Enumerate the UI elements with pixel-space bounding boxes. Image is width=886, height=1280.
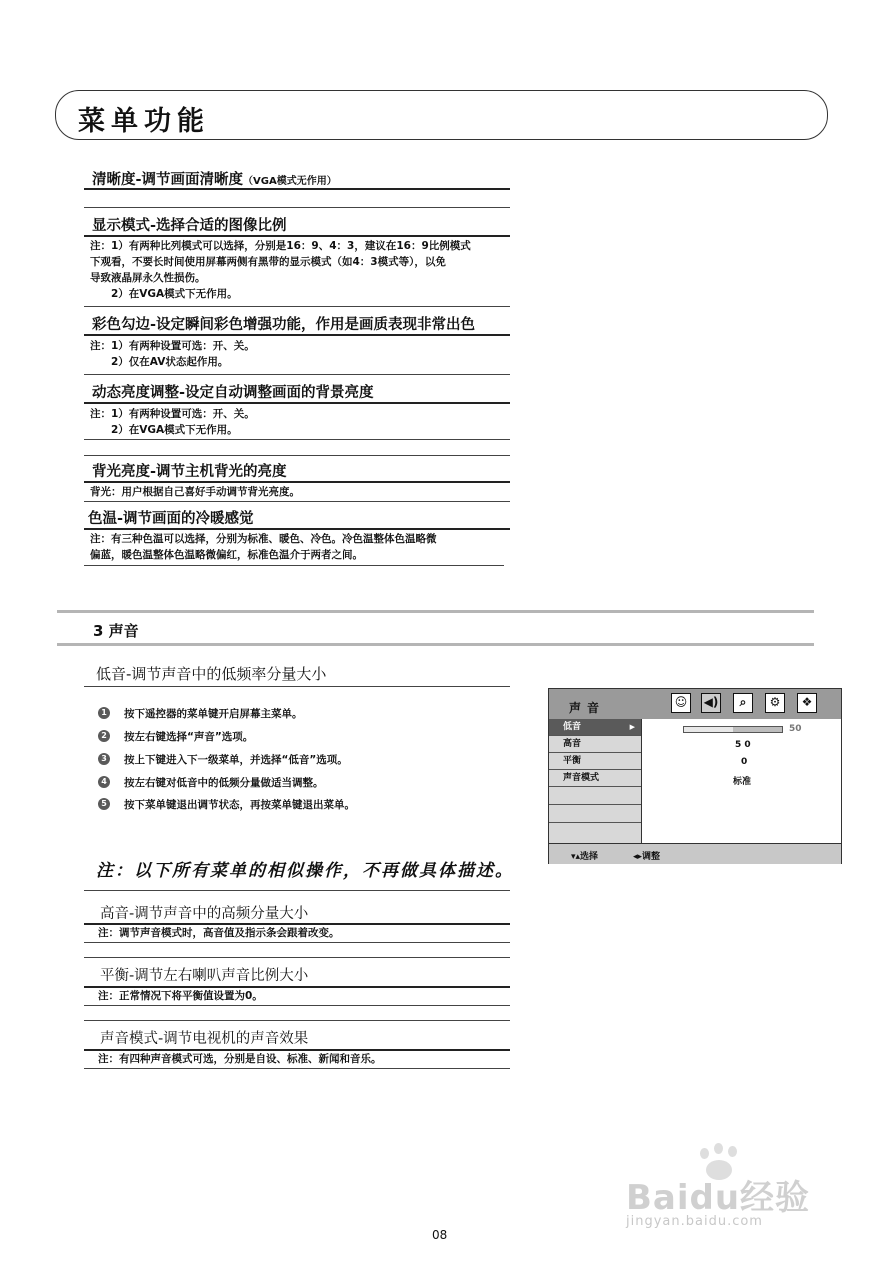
step-text: 按下遥控器的菜单键开启屏幕主菜单。 [124, 708, 303, 720]
paw-icon [714, 1143, 723, 1154]
divider [84, 455, 510, 456]
watermark-brand: Baidu经验 [626, 1178, 811, 1218]
step-text: 按左右键对低音中的低频分量做适当调整。 [124, 777, 324, 789]
divider [84, 957, 510, 958]
sharpness-heading-text: 清晰度-调节画面清晰度 [92, 172, 244, 188]
divider [84, 1068, 510, 1069]
divider [84, 942, 510, 943]
divider [84, 565, 504, 566]
bass-slider-fill [684, 727, 733, 732]
speaker-icon[interactable]: ◀) [701, 693, 721, 713]
divider [84, 334, 510, 336]
menu-item-treble[interactable] [549, 736, 641, 753]
menu-item-sound-mode[interactable] [549, 770, 641, 787]
display-mode-note [90, 238, 471, 302]
section-heading-color-temp: 色温-调节画面的冷暖感觉 [88, 511, 254, 527]
bass-value: 50 [789, 724, 802, 734]
treble-value: 5 0 [735, 740, 751, 750]
section-heading-bass: 低音-调节声音中的低频率分量大小 [96, 665, 327, 683]
caret-right-icon: ▶ [629, 723, 635, 731]
step-item [98, 753, 498, 767]
divider [84, 306, 510, 307]
section-heading-backlight: 背光亮度-调节主机背光的亮度 [92, 464, 287, 480]
divider [84, 528, 510, 530]
search-icon[interactable]: ⌕ [733, 693, 753, 713]
menu-header [549, 689, 841, 719]
step-number: 2 [98, 730, 110, 742]
page-number: 08 [432, 1228, 448, 1242]
menu-item-label: 声音模式 [563, 773, 600, 783]
note-line: 注：1）有两种比列模式可以选择，分别是16：9、4：3，建议在16：9比例模式 [90, 240, 471, 252]
sound-section-title: 3 声音 [93, 622, 139, 640]
note-line: 2）仅在AV状态起作用。 [90, 356, 229, 368]
section-heading-display-mode: 显示模式-选择合适的图像比例 [92, 218, 287, 234]
page-title: 菜单功能 [78, 106, 210, 137]
menu-title: 声音 [569, 701, 606, 715]
divider [84, 686, 510, 687]
section-heading-balance: 平衡-调节左右喇叭声音比例大小 [100, 968, 309, 984]
gear-icon[interactable]: ⚙ [765, 693, 785, 713]
section-heading-treble: 高音-调节声音中的高频分量大小 [100, 906, 309, 922]
menu-item-empty [549, 787, 641, 805]
watermark-url: jingyan.baidu.com [626, 1214, 763, 1229]
menu-item-label: 低音 [563, 722, 582, 732]
backlight-note: 背光：用户根据自己喜好手动调节背光亮度。 [90, 486, 300, 498]
balance-note: 注：正常情况下将平衡值设置为0。 [98, 990, 263, 1002]
menu-footer [549, 843, 841, 864]
divider [84, 890, 510, 891]
section-divider [57, 643, 814, 646]
divider [84, 374, 510, 375]
step-item [98, 798, 498, 812]
step-item [98, 707, 498, 721]
note-line: 注：1）有两种设置可选：开、关。 [90, 340, 255, 352]
color-temp-note [90, 531, 437, 563]
divider [84, 501, 510, 502]
step-item [98, 776, 498, 790]
section-heading-color-edge: 彩色勾边-设定瞬间彩色增强功能，作用是画质表现非常出色 [92, 317, 476, 333]
treble-note: 注：调节声音模式时，高音值及指示条会跟着改变。 [98, 927, 340, 939]
section-heading-sound-mode: 声音模式-调节电视机的声音效果 [100, 1031, 309, 1047]
note-line: 注：有三种色温可以选择，分别为标准、暖色、冷色。冷色温整体色温略微 [90, 533, 437, 545]
step-number: 5 [98, 798, 110, 810]
note-line: 2）在VGA模式下无作用。 [90, 288, 238, 300]
divider [84, 1020, 510, 1021]
sharpness-heading-suffix: （VGA模式无作用） [243, 176, 337, 187]
function-icon[interactable]: ❖ [797, 693, 817, 713]
step-number: 3 [98, 753, 110, 765]
note-line: 偏蓝，暖色温整体色温略微偏红，标准色温介于两者之间。 [90, 549, 363, 561]
step-number: 1 [98, 707, 110, 719]
section-heading-dynamic-brightness: 动态亮度调整-设定自动调整画面的背景亮度 [92, 385, 374, 401]
divider [84, 402, 510, 404]
sound-mode-note: 注：有四种声音模式可选，分别是自设、标准、新闻和音乐。 [98, 1053, 382, 1065]
picture-icon[interactable]: ☺ [671, 693, 691, 713]
menu-item-empty [549, 823, 641, 843]
step-number: 4 [98, 776, 110, 788]
footer-select-hint: ▾▴选择 [571, 852, 599, 862]
balance-value: 0 [741, 757, 748, 767]
step-text: 按左右键选择“声音”选项。 [124, 731, 254, 743]
note-line: 注：1）有两种设置可选：开、关。 [90, 408, 255, 420]
divider [84, 207, 510, 208]
divider [84, 481, 510, 483]
note-line: 2）在VGA模式下无作用。 [90, 424, 238, 436]
paw-icon [728, 1146, 737, 1157]
paw-icon [700, 1148, 709, 1159]
step-text: 按下菜单键退出调节状态，再按菜单键退出菜单。 [124, 799, 355, 811]
menu-item-label: 平衡 [563, 756, 582, 766]
menu-item-list [549, 719, 642, 843]
section-divider [57, 610, 814, 613]
menu-item-balance[interactable] [549, 753, 641, 770]
color-edge-note [90, 338, 255, 370]
divider [84, 439, 510, 440]
dynamic-brightness-note [90, 406, 255, 438]
general-note: 注：以下所有菜单的相似操作，不再做具体描述。 [96, 861, 514, 881]
sound-mode-value: 标准 [733, 777, 752, 787]
divider [84, 188, 510, 190]
note-line: 导致液晶屏永久性损伤。 [90, 272, 206, 284]
tv-sound-menu [548, 688, 842, 864]
note-line: 下观看，不要长时间使用屏幕两侧有黑带的显示模式（如4：3模式等），以免 [90, 256, 446, 268]
footer-adjust-hint: ◂▸调整 [633, 852, 661, 862]
bass-slider[interactable] [683, 726, 783, 733]
divider [84, 235, 510, 237]
step-text: 按上下键进入下一级菜单，并选择“低音”选项。 [124, 754, 348, 766]
menu-item-bass[interactable] [549, 719, 641, 736]
divider [84, 1005, 510, 1006]
section-heading-sharpness [92, 168, 337, 189]
step-item [98, 730, 498, 744]
menu-item-empty [549, 805, 641, 823]
menu-item-label: 高音 [563, 739, 582, 749]
